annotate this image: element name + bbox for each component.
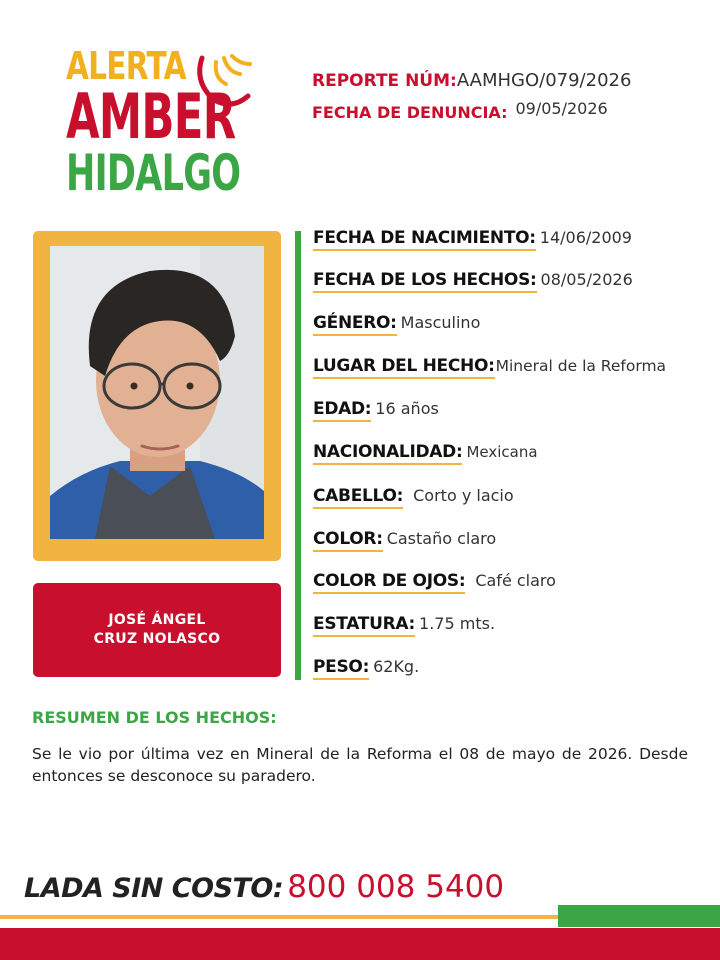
field-value: 1.75 mts. [419, 614, 496, 633]
person-photo [50, 246, 264, 539]
summary-text: Se le vio por última vez en Mineral de la Reforma el 08 de mayo de 2026. Desde entonces se desconoce su paradero. [32, 745, 688, 785]
hotline [24, 869, 504, 905]
person-last-names: CRUZ NOLASCO [93, 631, 221, 647]
footer-red-stripe [0, 928, 720, 960]
field-label: PESO: [313, 657, 369, 680]
field-label: LUGAR DEL HECHO: [313, 356, 495, 379]
field-age [313, 399, 439, 422]
field-event-date [313, 270, 633, 293]
field-label: GÉNERO: [313, 313, 397, 336]
field-color [313, 529, 496, 552]
hotline-number[interactable]: 800 008 5400 [287, 869, 505, 905]
field-value: 14/06/2009 [539, 228, 632, 247]
field-value: Corto y lacio [413, 486, 514, 505]
field-value: Masculino [400, 313, 481, 332]
report-number [312, 70, 631, 91]
field-label: COLOR: [313, 529, 383, 552]
logo-hidalgo-text: HIDALGO [66, 144, 241, 202]
field-value: 16 años [375, 399, 439, 418]
portrait-illustration [50, 246, 264, 539]
signal-waves-icon [192, 52, 256, 112]
report-date [312, 99, 608, 123]
field-value: Café claro [475, 571, 556, 590]
field-label: NACIONALIDAD: [313, 442, 462, 465]
summary-title: RESUMEN DE LOS HECHOS: [32, 708, 277, 727]
report-date-value: 09/05/2026 [515, 99, 608, 118]
field-value: Mineral de la Reforma [495, 357, 667, 375]
field-nationality [313, 442, 538, 465]
hotline-label: LADA SIN COSTO: [24, 873, 284, 904]
report-date-label: FECHA DE DENUNCIA: [312, 103, 508, 122]
field-birth-date [313, 228, 632, 251]
field-gender [313, 313, 480, 336]
field-label: CABELLO: [313, 486, 403, 509]
report-number-value: AAMHGO/079/2026 [456, 70, 632, 91]
field-value: Castaño claro [386, 529, 497, 548]
field-label: EDAD: [313, 399, 371, 422]
field-weight [313, 657, 419, 680]
alerta-amber-logo [66, 44, 246, 204]
logo-amber-text: AMBER [66, 80, 236, 153]
field-label: ESTATURA: [313, 614, 415, 637]
field-height [313, 614, 495, 637]
report-number-label: REPORTE NÚM: [312, 71, 457, 91]
person-name-box [33, 583, 281, 677]
footer-yellow-stripe [0, 915, 558, 919]
person-first-names: JOSÉ ÁNGEL [108, 612, 206, 628]
field-eye-color [313, 571, 556, 594]
field-hair [313, 486, 514, 509]
green-divider [295, 231, 301, 680]
field-label: FECHA DE LOS HECHOS: [313, 270, 537, 293]
footer-green-stripe [558, 905, 720, 927]
field-label: FECHA DE NACIMIENTO: [313, 228, 536, 251]
field-label: COLOR DE OJOS: [313, 571, 465, 594]
field-event-place [313, 356, 666, 379]
field-value: 08/05/2026 [540, 270, 633, 289]
photo-frame [33, 231, 281, 561]
field-value: Mexicana [466, 443, 538, 461]
field-value: 62Kg. [373, 657, 420, 676]
logo-alerta-text: ALERTA [66, 44, 186, 88]
